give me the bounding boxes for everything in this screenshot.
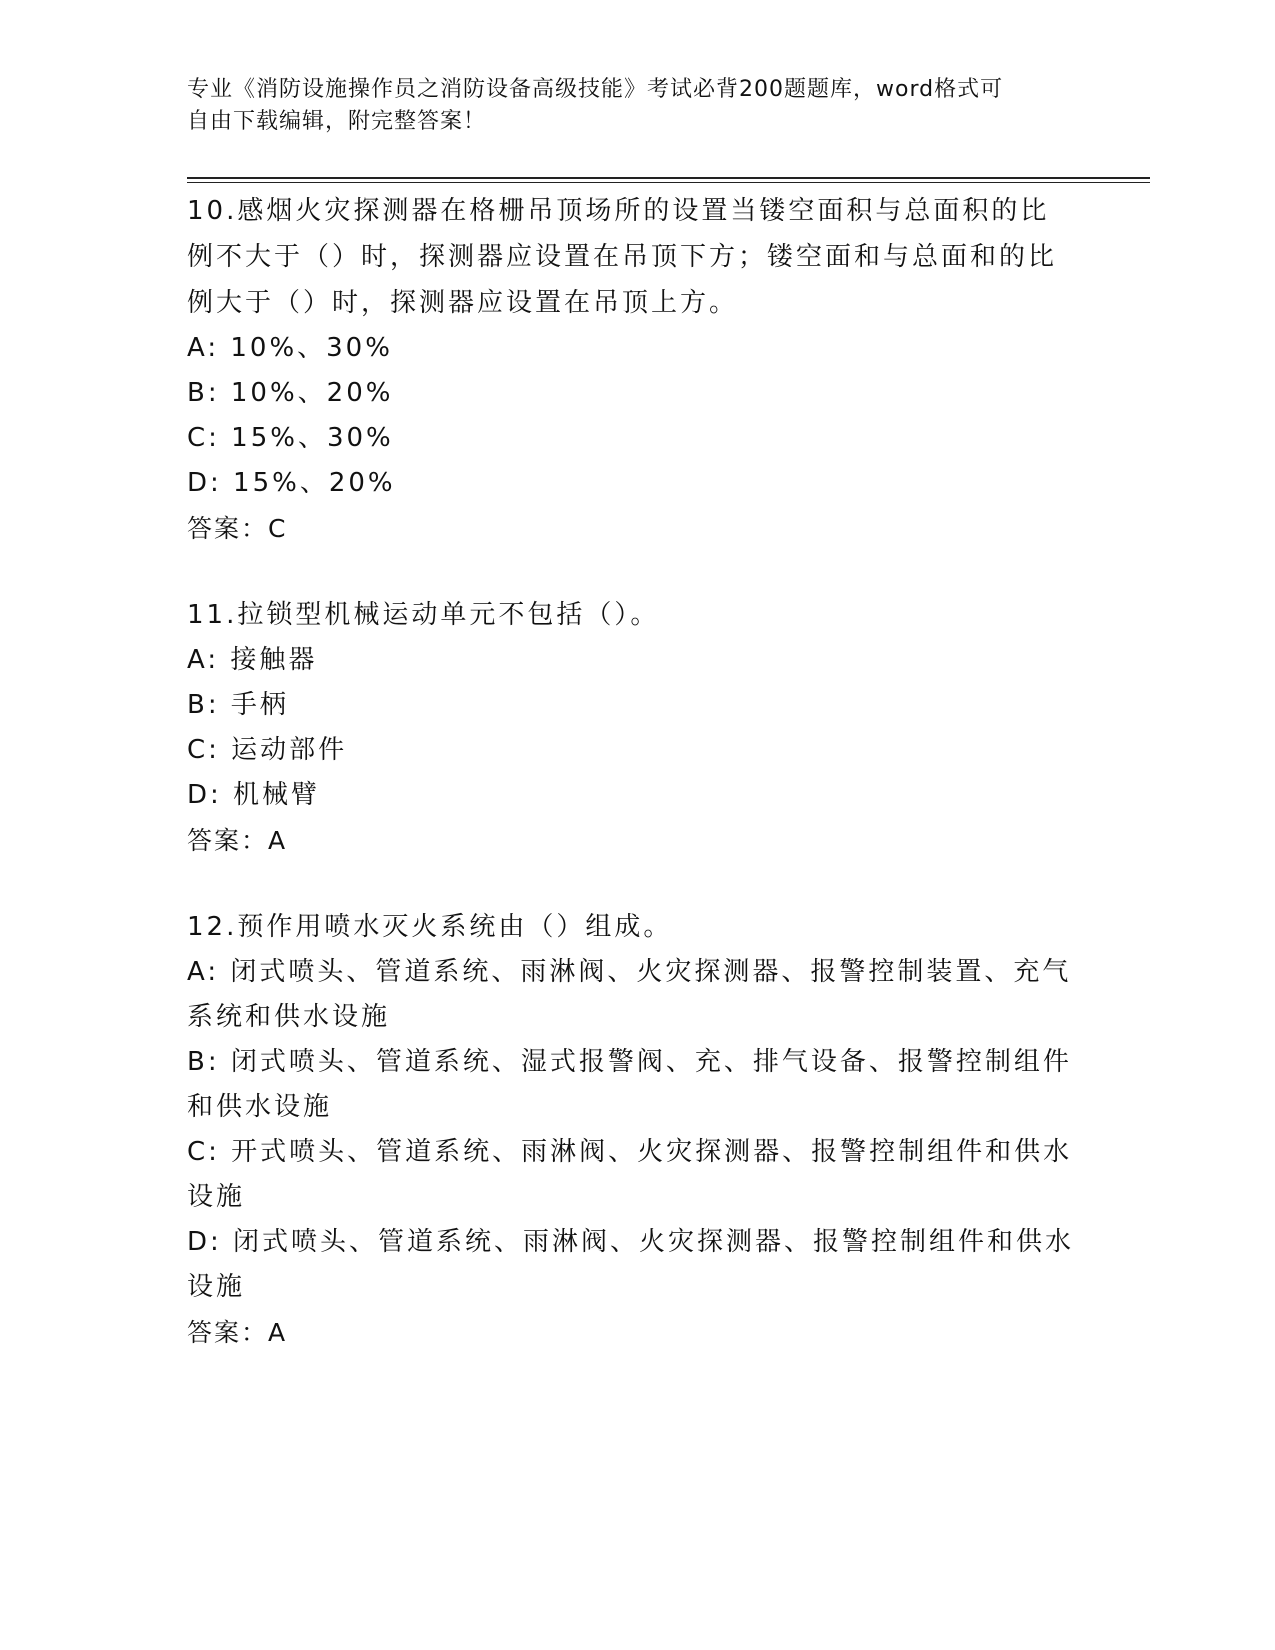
option-b: B: 闭式喷头、管道系统、湿式报警阀、充、排气设备、报警控制组件和供水设施 [187, 1047, 1072, 1122]
option-a: A: 闭式喷头、管道系统、雨淋阀、火灾探测器、报警控制装置、充气系统和供水设施 [187, 957, 1072, 1032]
question-text: 11.拉锁型机械运动单元不包括（）。 [187, 600, 660, 630]
question-text: 12.预作用喷水灭火系统由（）组成。 [187, 912, 673, 942]
option-d: D: 15%、20% [187, 468, 396, 498]
document-header [187, 74, 1067, 138]
option-b: B: 10%、20% [187, 378, 394, 408]
question-12 [187, 904, 1077, 1356]
option-d: D: 机械臂 [187, 780, 321, 810]
header-line-1: 专业《消防设施操作员之消防设备高级技能》考试必背200题题库，word格式可 [187, 77, 1004, 102]
answer: 答案：A [187, 1318, 288, 1347]
option-a: A: 10%、30% [187, 333, 393, 363]
option-c: C: 运动部件 [187, 735, 348, 765]
question-text: 10.感烟火灾探测器在格栅吊顶场所的设置当镂空面积与总面积的比例不大于（）时，探测器应设置在吊顶下方；镂空面和与总面和的比例大于（）时，探测器应设置在吊顶上方。 [187, 196, 1058, 318]
option-a: A: 接触器 [187, 645, 318, 675]
question-11 [187, 592, 1077, 864]
option-d: D: 闭式喷头、管道系统、雨淋阀、火灾探测器、报警控制组件和供水设施 [187, 1227, 1075, 1302]
option-b: B: 手柄 [187, 690, 289, 720]
option-c: C: 开式喷头、管道系统、雨淋阀、火灾探测器、报警控制组件和供水设施 [187, 1137, 1073, 1212]
header-line-2: 自由下载编辑，附完整答案！ [187, 109, 487, 134]
header-divider-thick [187, 177, 1150, 179]
answer: 答案：C [187, 514, 288, 543]
question-list [187, 188, 1077, 1396]
answer: 答案：A [187, 826, 288, 855]
header-divider-thin [187, 182, 1150, 183]
option-c: C: 15%、30% [187, 423, 394, 453]
question-10 [187, 188, 1077, 552]
